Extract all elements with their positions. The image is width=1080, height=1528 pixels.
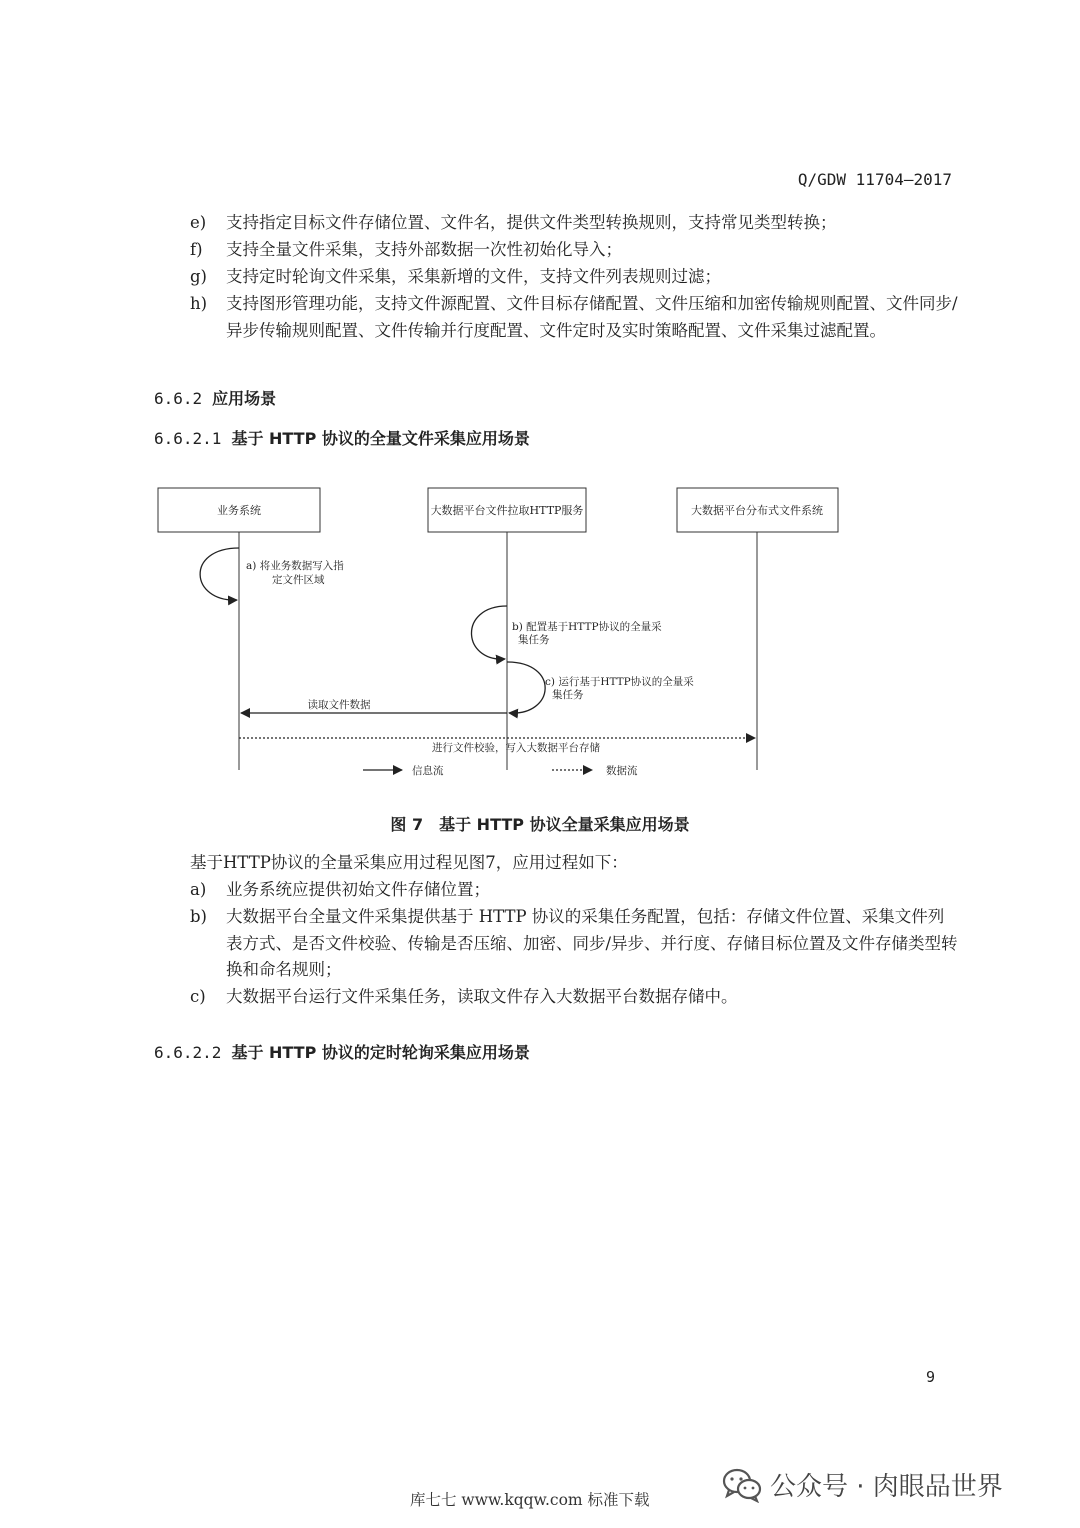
list-item-c	[190, 984, 960, 1011]
list-text: 大数据平台全量文件采集提供基于 HTTP 协议的采集任务配置，包括：存储文件位置、采集文件列表方式、是否文件校验、传输是否压缩、加密、同步/异步、并行度、存储目标位置及文件存储类型转换和命名规则；	[226, 907, 958, 979]
section-number: 6.6.2.2	[154, 1043, 222, 1062]
legend-info-flow-label: 信息流	[412, 765, 444, 777]
step-a-label-line2: 定文件区域	[272, 574, 325, 586]
section-title: 基于 HTTP 协议的定时轮询采集应用场景	[231, 1043, 530, 1062]
figure-caption: 图 7 基于 HTTP 协议全量采集应用场景	[390, 815, 690, 834]
section-heading-6-6-2	[154, 386, 276, 409]
section-number: 6.6.2	[154, 389, 203, 408]
step-b-label-line2: 集任务	[518, 634, 550, 646]
step-b-label-line1: b) 配置基于HTTP协议的全量采	[512, 621, 662, 633]
section-heading-6-6-2-2	[154, 1040, 530, 1063]
legend-data-flow-label: 数据流	[606, 765, 638, 777]
wechat-watermark	[722, 1466, 1003, 1503]
list-item-h	[190, 291, 960, 344]
intro-paragraph: 基于HTTP协议的全量采集应用过程见图7，应用过程如下：	[190, 853, 628, 872]
list-marker: c)	[190, 987, 206, 1006]
list-text: 支持图形管理功能，支持文件源配置、文件目标存储配置、文件压缩和加密传输规则配置、文件同步/异步传输规则配置、文件传输并行度配置、文件定时及实时策略配置、文件采集过滤配置。	[226, 294, 958, 340]
list-marker: h)	[190, 294, 208, 313]
page-number: 9	[926, 1368, 936, 1386]
section-title: 应用场景	[212, 389, 277, 408]
actor-label-dfs: 大数据平台分布式文件系统	[691, 504, 823, 517]
step-c-label-line1: c) 运行基于HTTP协议的全量采	[545, 676, 694, 688]
list-marker: f)	[190, 240, 203, 259]
section-number: 6.6.2.1	[154, 429, 222, 448]
list-text: 支持指定目标文件存储位置、文件名，提供文件类型转换规则，支持常见类型转换；	[226, 213, 837, 232]
list-text: 支持定时轮询文件采集，采集新增的文件，支持文件列表规则过滤；	[226, 267, 721, 286]
actor-label-business-system: 业务系统	[217, 504, 261, 517]
wechat-account-label: 公众号 · 肉眼品世界	[770, 1472, 1003, 1502]
actor-label-http-service: 大数据平台文件拉取HTTP服务	[430, 504, 584, 517]
list-item-f	[190, 237, 960, 264]
step-c-label-line2: 集任务	[552, 689, 584, 701]
list-item-e	[190, 210, 960, 237]
self-call-arrow-a	[200, 548, 239, 600]
wechat-icon	[722, 1467, 762, 1503]
section-heading-6-6-2-1	[154, 426, 530, 449]
list-marker: e)	[190, 213, 207, 232]
section-title: 基于 HTTP 协议的全量文件采集应用场景	[231, 429, 530, 448]
self-call-arrow-c	[507, 662, 545, 713]
list-text: 支持全量文件采集，支持外部数据一次性初始化导入；	[226, 240, 622, 259]
message-store-data-label: 进行文件校验，写入大数据平台存储	[432, 742, 600, 754]
list-item-b	[190, 904, 960, 984]
list-item-g	[190, 264, 960, 291]
self-call-arrow-b	[471, 606, 507, 659]
sequence-diagram	[0, 470, 1080, 790]
list-item-a	[190, 877, 960, 904]
step-a-label-line1: a) 将业务数据写入指	[246, 560, 344, 572]
footer-site-text: 库七七 www.kqqw.com 标准下载	[410, 1491, 650, 1509]
list-marker: a)	[190, 880, 207, 899]
list-marker: b)	[190, 907, 207, 926]
list-marker: g)	[190, 267, 207, 286]
list-text: 大数据平台运行文件采集任务，读取文件存入大数据平台数据存储中。	[226, 987, 738, 1006]
list-text: 业务系统应提供初始文件存储位置；	[226, 880, 490, 899]
message-read-file-data-label: 读取文件数据	[307, 699, 371, 711]
standard-code: Q/GDW 11704—2017	[797, 170, 952, 189]
